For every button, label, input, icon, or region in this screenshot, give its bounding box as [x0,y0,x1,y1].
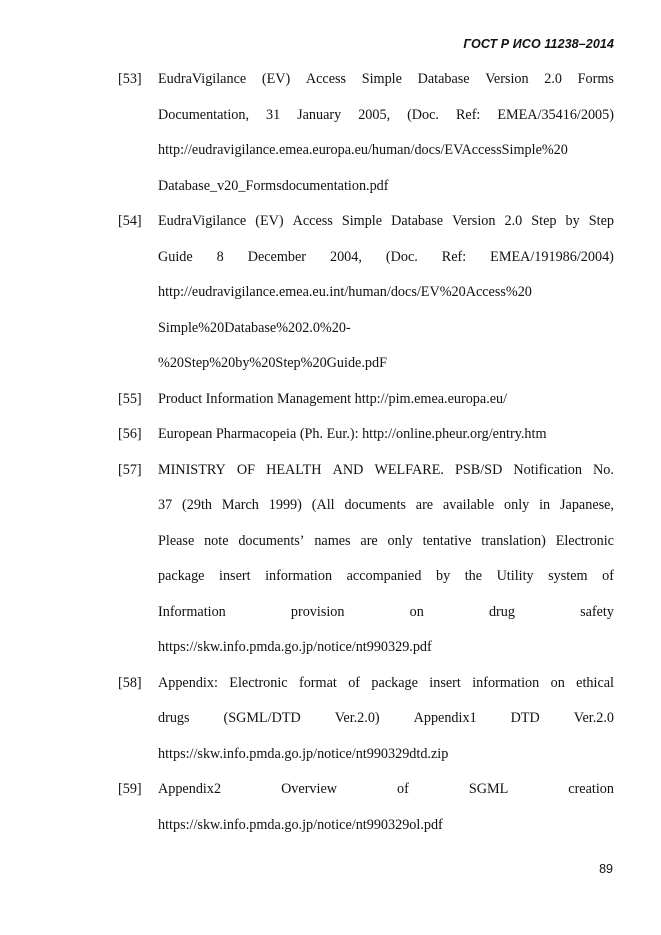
reference-line: http://eudravigilance.emea.eu.int/human/docs/EV%20Access%20 [158,284,532,300]
reference-text [158,453,614,666]
reference-word: note [204,532,229,549]
reference-text [158,382,614,418]
reference-word: accompanied [346,568,422,584]
reference-word: Step [588,213,614,229]
reference-word: in [539,497,551,513]
reference-line: https://skw.info.pmda.go.jp/notice/nt990329dtd.zip [158,745,449,762]
reference-word: 2.0 [504,213,523,229]
reference-word: DTD [510,710,540,726]
document-header: ГОСТ Р ИСО 11238–2014 [463,37,614,51]
reference-word: Simple [361,71,402,87]
reference-item [118,453,614,666]
reference-word: Simple [341,213,383,229]
reference-word: WELFARE. [374,461,444,478]
reference-word: Database [391,213,444,229]
reference-line [158,98,614,134]
reference-word: insert [429,674,461,691]
reference-word: SGML [468,781,509,797]
reference-word: Version [452,213,496,229]
reference-line [158,204,614,240]
reference-word: March [221,497,259,513]
reference-word: Notification [513,461,582,478]
reference-word: Information [158,603,226,620]
reference-word: AND [332,461,364,478]
reference-word: Electronic [555,532,614,549]
reference-word: Utility [496,568,534,584]
reference-word: PSB/SD [455,461,503,478]
reference-number: [59] [118,781,142,797]
reference-word: only [504,497,530,513]
reference-item [118,382,614,418]
reference-word: EudraVigilance [158,213,247,229]
reference-word: 2.0 [544,71,562,87]
reference-word: tentative [422,532,472,549]
reference-word: December [247,248,307,265]
reference-word: information [265,568,333,584]
reference-word: Overview [281,781,338,797]
reference-word: Version [485,71,529,87]
reference-line: European Pharmacopeia (Ph. Eur.): http://online.pheur.org/entry.htm [158,426,547,442]
reference-item [118,417,614,453]
reference-word: insert [219,568,251,584]
reference-word: the [464,568,483,584]
reference-line: https://skw.info.pmda.go.jp/notice/nt990329.pdf [158,639,432,655]
reference-word: Japanese, [560,497,614,513]
reference-word: Ver.2.0 [573,710,614,726]
reference-word: Access [305,71,347,87]
reference-word: HEALTH [266,461,322,478]
reference-word: January [297,106,342,123]
reference-word: (EV) [255,213,284,229]
page-number: 89 [599,862,613,876]
reference-number: [53] [118,71,142,87]
reference-word: (29th [182,497,212,513]
reference-word: EMEA/191986/2004) [490,248,614,265]
reference-line [158,595,614,631]
reference-word: Documentation, [158,106,250,123]
reference-word: Ver.2.0) [334,710,380,726]
reference-word: Guide [158,248,193,265]
reference-line [158,453,614,489]
reference-word: No. [593,461,614,478]
reference-line [158,488,614,524]
reference-word: 8 [216,248,224,265]
reference-word: only [387,532,413,549]
reference-text [158,62,614,204]
reference-number: [58] [118,674,142,691]
reference-item [118,204,614,382]
reference-text [158,204,614,382]
reference-word: by [565,213,580,229]
reference-word: provision [290,603,345,620]
reference-word: documents’ [238,532,305,549]
reference-word: 31 [265,106,281,123]
reference-word: Step [531,213,557,229]
reference-word: 37 [158,497,173,513]
reference-line: https://skw.info.pmda.go.jp/notice/nt990329ol.pdf [158,816,443,833]
reference-word: package [371,674,418,691]
reference-number: [56] [118,426,142,442]
reference-word: are [415,497,434,513]
reference-word: drug [488,603,515,620]
reference-item [118,772,614,843]
reference-line: %20Step%20by%20Step%20Guide.pdF [158,355,387,371]
reference-word: documents [344,497,406,513]
reference-text [158,417,614,453]
reference-word: Database [417,71,470,87]
reference-word: Forms [577,71,614,87]
reference-word: of [348,674,361,691]
reference-word: Please [158,532,195,549]
reference-list [118,62,614,843]
reference-word: EMEA/35416/2005) [497,106,614,123]
reference-item [118,666,614,773]
reference-line [158,524,614,560]
reference-word: EudraVigilance [158,71,247,87]
reference-word: Access [292,213,333,229]
reference-word: Ref: [441,248,467,265]
reference-word: on [409,603,424,620]
reference-line [158,666,614,702]
reference-word: of [397,781,409,797]
reference-word: system [548,568,588,584]
reference-word: Electronic [229,674,288,691]
reference-line: Simple%20Database%202.0%20- [158,319,351,336]
reference-line [158,701,614,737]
reference-number: [57] [118,461,142,478]
reference-word: by [435,568,451,584]
reference-word: (Doc. [407,106,439,123]
reference-word: Appendix2 [158,781,222,797]
reference-word: ethical [576,674,614,691]
reference-line [158,559,614,595]
reference-word: are [360,532,378,549]
reference-word: (Doc. [385,248,418,265]
reference-word: of [602,568,614,584]
reference-word: Ref: [455,106,481,123]
reference-word: safety [580,603,614,620]
reference-line: http://eudravigilance.emea.europa.eu/human/docs/EVAccessSimple%20 [158,142,568,158]
reference-word: translation) [481,532,546,549]
reference-word: MINISTRY [158,461,226,478]
reference-word: package [158,568,205,584]
reference-word: format [298,674,337,691]
reference-text [158,772,614,843]
reference-word: available [442,497,495,513]
reference-word: on [550,674,565,691]
reference-text [158,666,614,773]
reference-word: names [314,532,351,549]
reference-word: information [472,674,540,691]
reference-word: (SGML/DTD [223,710,301,726]
reference-word: (EV) [261,71,291,87]
reference-word: 2004, [329,248,362,265]
reference-word: Appendix: [158,674,218,691]
reference-item [118,62,614,204]
reference-line [158,772,614,808]
reference-word: Appendix1 [413,710,477,726]
reference-word: 1999) [268,497,302,513]
reference-line [158,62,614,98]
reference-number: [54] [118,213,142,229]
reference-word: OF [236,461,256,478]
reference-number: [55] [118,390,142,407]
reference-line [158,240,614,276]
reference-word: drugs [158,710,190,726]
reference-word: (All [311,497,335,513]
reference-line: Database_v20_Formsdocumentation.pdf [158,177,389,194]
reference-word: creation [568,781,614,797]
reference-word: 2005, [358,106,391,123]
reference-line: Product Information Management http://pim.emea.europa.eu/ [158,390,508,407]
